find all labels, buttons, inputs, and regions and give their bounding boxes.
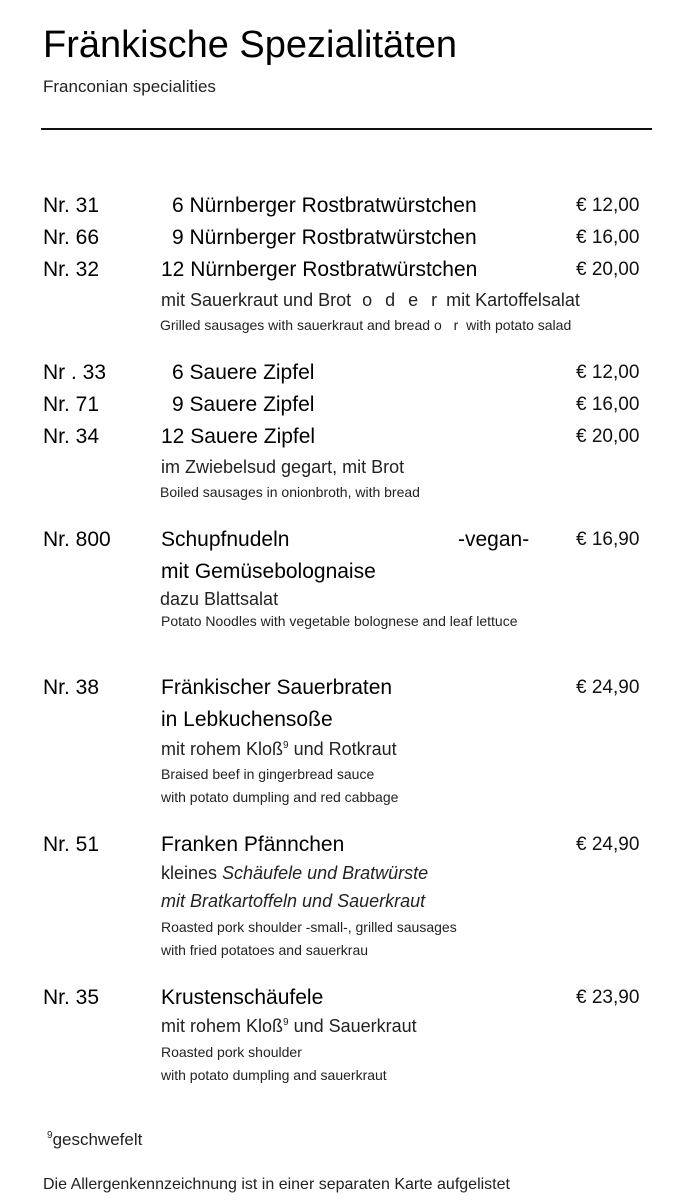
item-price: € 16,90 <box>576 529 640 550</box>
description-text: und Rotkraut <box>288 739 397 759</box>
item-price: € 20,00 <box>576 259 640 280</box>
item-number: Nr. 800 <box>43 528 111 551</box>
divider <box>41 128 652 130</box>
description-text: mit rohem Kloß <box>161 1016 284 1036</box>
item-translation: with potato dumpling and red cabbage <box>161 789 399 805</box>
item-dish: Schupfnudeln <box>161 528 290 551</box>
description-text: kleines <box>161 863 223 883</box>
item-description: im Zwiebelsud gegart, mit Brot <box>161 457 405 477</box>
item-dish-line2: mit Gemüsebolognaise <box>161 560 376 583</box>
item-dish-line2: in Lebkuchensoße <box>161 708 333 731</box>
item-dish: 9 Nürnberger Rostbratwürstchen <box>172 226 477 249</box>
item-number: Nr. 31 <box>43 194 100 217</box>
item-price: € 12,00 <box>576 195 640 216</box>
description-italic: Schäufele und Bratwürste <box>222 863 429 883</box>
footnote-marker: 9 <box>283 740 289 751</box>
translation-text: with potato salad <box>466 317 572 333</box>
item-translation: with fried potatoes and sauerkrau <box>161 942 369 958</box>
item-price: € 23,90 <box>576 987 640 1008</box>
page-title: Fränkische Spezialitäten <box>43 24 457 66</box>
item-number: Nr. 35 <box>43 986 100 1009</box>
description-text: und Sauerkraut <box>288 1016 417 1036</box>
translation-text: Grilled sausages with sauerkraut and bread <box>160 317 431 333</box>
item-number: Nr. 51 <box>43 833 100 856</box>
footnote-marker: 9 <box>47 1130 53 1141</box>
item-translation: with potato dumpling and sauerkraut <box>161 1067 387 1083</box>
item-number: Nr. 66 <box>43 226 100 249</box>
item-dish: 12 Nürnberger Rostbratwürstchen <box>161 258 478 281</box>
vegan-tag: -vegan- <box>458 528 530 551</box>
item-dish: 9 Sauere Zipfel <box>172 393 315 416</box>
item-number: Nr . 33 <box>43 361 107 384</box>
item-number: Nr. 32 <box>43 258 100 281</box>
item-dish: 12 Sauere Zipfel <box>161 425 316 448</box>
item-dish: Fränkischer Sauerbraten <box>161 676 393 699</box>
item-price: € 20,00 <box>576 426 640 447</box>
page-subtitle: Franconian specialities <box>43 77 216 96</box>
item-number: Nr. 71 <box>43 393 100 416</box>
description-text: mit rohem Kloß <box>161 739 284 759</box>
item-dish: 6 Sauere Zipfel <box>172 361 315 384</box>
allergen-note: Die Allergenkennzeichnung ist in einer separaten Karte aufgelistet <box>43 1176 510 1193</box>
item-translation: Potato Noodles with vegetable bolognese and leaf lettuce <box>161 613 518 629</box>
description-text: mit Sauerkraut und Brot <box>161 290 352 310</box>
item-price: € 24,90 <box>576 677 640 698</box>
item-dish: Franken Pfännchen <box>161 833 345 856</box>
item-number: Nr. 34 <box>43 425 100 448</box>
description-or: o d e r <box>362 290 442 310</box>
item-description: dazu Blattsalat <box>160 589 279 609</box>
item-price: € 16,00 <box>576 394 640 415</box>
item-description <box>161 289 580 311</box>
item-description-line2: mit Bratkartoffeln und Sauerkraut <box>161 891 426 911</box>
item-translation: Boiled sausages in onionbroth, with bread <box>160 484 420 500</box>
footnote-marker: 9 <box>283 1017 289 1028</box>
footnote-text: geschwefelt <box>52 1130 143 1149</box>
item-dish: Krustenschäufele <box>161 986 324 1009</box>
item-description <box>161 738 397 760</box>
item-description <box>161 1015 417 1037</box>
item-number: Nr. 38 <box>43 676 100 699</box>
item-price: € 24,90 <box>576 834 640 855</box>
footnote <box>47 1130 142 1150</box>
item-dish: 6 Nürnberger Rostbratwürstchen <box>172 194 477 217</box>
description-text: mit Kartoffelsalat <box>446 290 580 310</box>
item-translation: Roasted pork shoulder <box>161 1044 302 1060</box>
item-translation: Braised beef in gingerbread sauce <box>161 766 375 782</box>
item-translation: Roasted pork shoulder -small-, grilled sausages <box>161 919 457 935</box>
item-price: € 12,00 <box>576 362 640 383</box>
item-translation <box>160 316 571 334</box>
item-price: € 16,00 <box>576 227 640 248</box>
item-description <box>161 862 428 884</box>
translation-or: o r <box>433 317 463 333</box>
